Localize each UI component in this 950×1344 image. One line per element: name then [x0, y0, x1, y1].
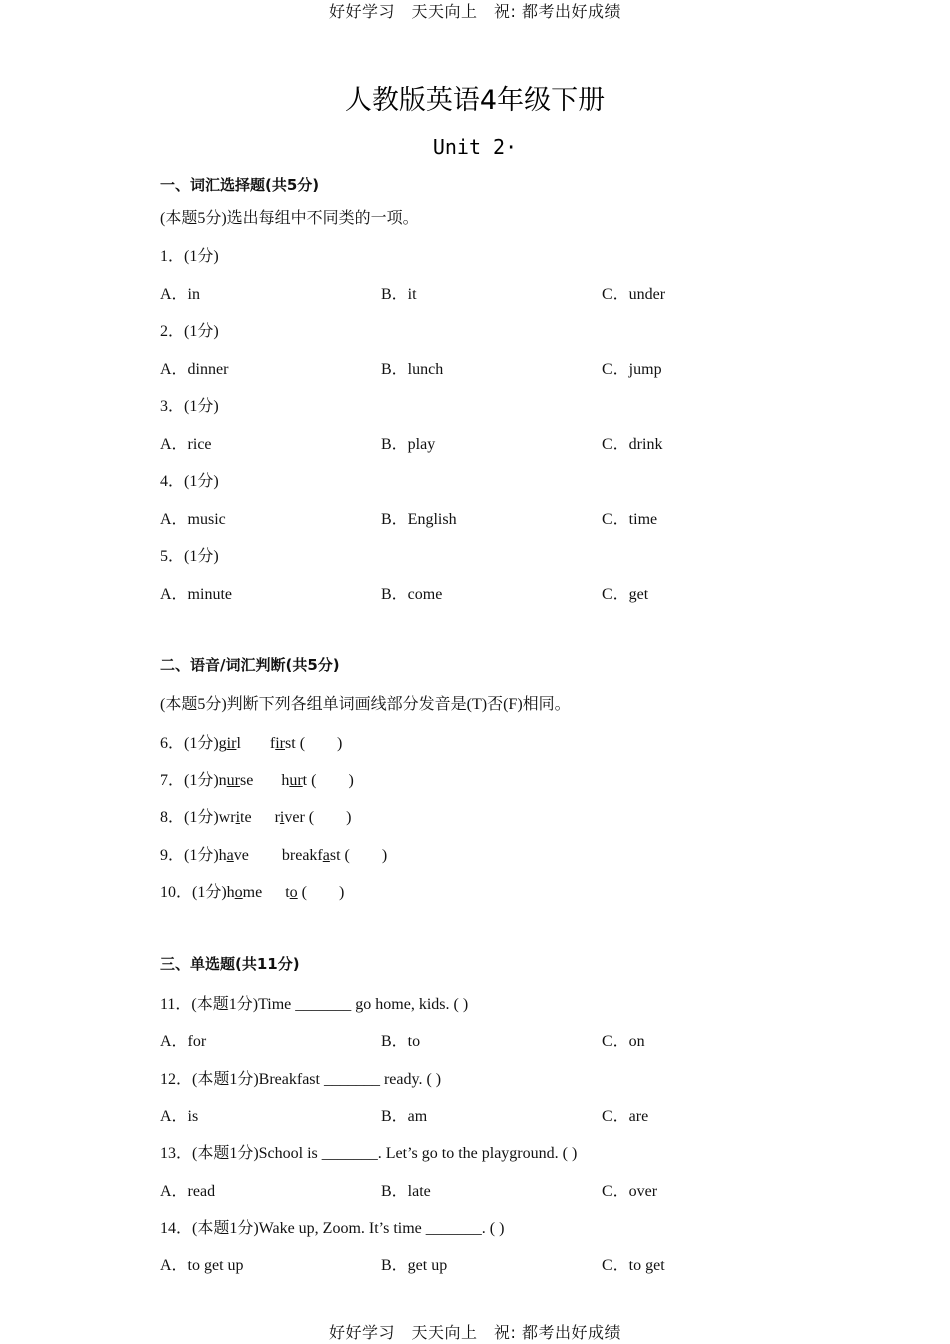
- word-1: nurse: [218, 772, 254, 789]
- question-stem: 13．(本题1分)School is _______. Let’s go to the playground. ( ): [160, 1145, 578, 1162]
- option-b: B．late: [381, 1183, 431, 1200]
- option-b: B．English: [381, 511, 457, 528]
- option-b: B．to: [381, 1033, 421, 1050]
- option-b: B．play: [381, 436, 436, 453]
- question-stem: 11．(本题1分)Time _______ go home, kids. ( ): [160, 996, 469, 1013]
- option-c: C．under: [602, 286, 666, 303]
- question-prefix: 10．(1分): [160, 884, 227, 901]
- question-prefix: 9．(1分): [160, 847, 219, 864]
- word-2: hurt: [281, 772, 308, 789]
- option-b: B．lunch: [381, 361, 444, 378]
- option-c: C．time: [602, 511, 658, 528]
- answer-blank[interactable]: ( ): [308, 809, 352, 826]
- phonics-question: [160, 804, 351, 827]
- question-stem: 2．(1分): [160, 323, 219, 340]
- option-a: A．rice: [160, 436, 212, 453]
- option-a: A．minute: [160, 586, 232, 603]
- section-instruction-2: (本题5分)判断下列各组单词画线部分发音是(T)否(F)相同。: [160, 696, 571, 713]
- option-c: C．drink: [602, 436, 663, 453]
- phonics-question: [160, 842, 387, 865]
- option-a: A．to get up: [160, 1257, 244, 1274]
- word-1: have: [218, 847, 249, 864]
- option-a: A．music: [160, 511, 226, 528]
- option-a: A．dinner: [160, 361, 229, 378]
- option-b: B．am: [381, 1108, 428, 1125]
- option-a: A．is: [160, 1108, 199, 1125]
- footer-banner: 好好学习 天天向上 祝: 都考出好成绩: [329, 1323, 621, 1342]
- page-title: 人教版英语4年级下册: [344, 85, 606, 116]
- question-prefix: 8．(1分): [160, 809, 219, 826]
- phonics-question: [160, 730, 342, 753]
- answer-blank[interactable]: ( ): [344, 847, 388, 864]
- section-heading-3: 三、单选题(共11分): [160, 955, 300, 973]
- word-2: to: [285, 884, 298, 901]
- question-stem: 12．(本题1分)Breakfast _______ ready. ( ): [160, 1071, 442, 1088]
- phonics-question: [160, 879, 344, 902]
- answer-blank[interactable]: ( ): [301, 884, 345, 901]
- word-2: river: [274, 809, 305, 826]
- option-b: B．get up: [381, 1257, 448, 1274]
- answer-blank[interactable]: ( ): [311, 772, 354, 789]
- option-a: A．read: [160, 1183, 216, 1200]
- answer-blank[interactable]: ( ): [299, 735, 343, 752]
- option-c: C．over: [602, 1183, 658, 1200]
- option-a: A．for: [160, 1033, 207, 1050]
- word-2: first: [269, 735, 296, 752]
- option-b: B．come: [381, 586, 443, 603]
- section-instruction-1: (本题5分)选出每组中不同类的一项。: [160, 210, 419, 227]
- option-c: C．are: [602, 1108, 649, 1125]
- word-1: home: [226, 884, 263, 901]
- section-heading-1: 一、词汇选择题(共5分): [160, 176, 320, 194]
- option-c: C．get: [602, 586, 649, 603]
- word-1: write: [218, 809, 252, 826]
- option-a: A．in: [160, 286, 201, 303]
- page-subtitle: Unit 2·: [432, 135, 518, 159]
- option-c: C．on: [602, 1033, 645, 1050]
- word-2: breakfast: [281, 847, 341, 864]
- option-c: C．jump: [602, 361, 662, 378]
- section-heading-2: 二、语音/词汇判断(共5分): [160, 656, 340, 674]
- question-stem: 14．(本题1分)Wake up, Zoom. It’s time _______. ( ): [160, 1220, 505, 1237]
- word-1: girl: [218, 735, 241, 752]
- question-stem: 4．(1分): [160, 473, 219, 490]
- phonics-question: [160, 767, 354, 790]
- question-stem: 5．(1分): [160, 548, 219, 565]
- option-c: C．to get: [602, 1257, 665, 1274]
- question-stem: 1．(1分): [160, 248, 219, 265]
- question-stem: 3．(1分): [160, 398, 219, 415]
- question-prefix: 7．(1分): [160, 772, 219, 789]
- question-prefix: 6．(1分): [160, 735, 219, 752]
- option-b: B．it: [381, 286, 417, 303]
- header-banner: 好好学习 天天向上 祝: 都考出好成绩: [329, 2, 621, 21]
